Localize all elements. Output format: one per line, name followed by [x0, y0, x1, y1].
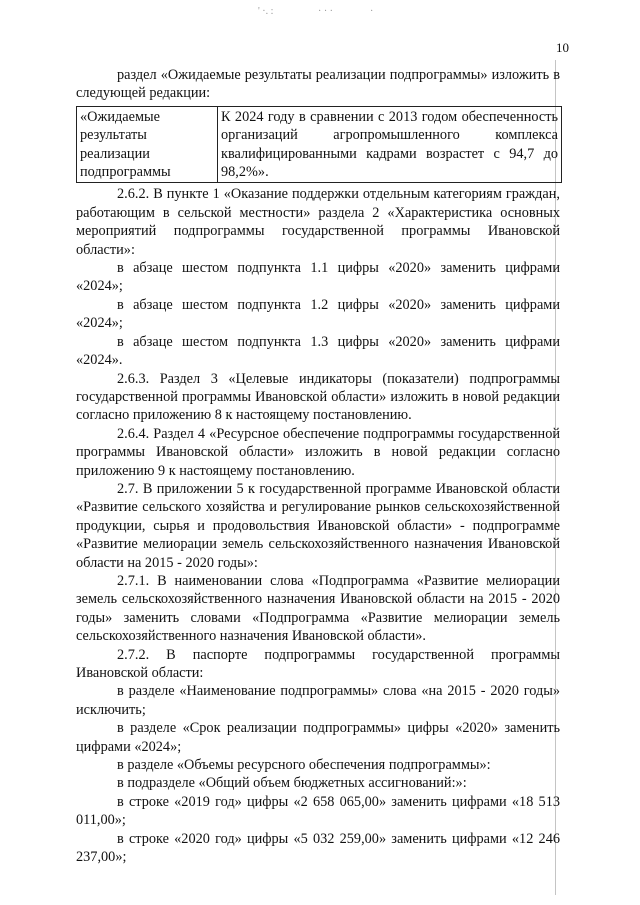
paragraph: в строке «2020 год» цифры «5 032 259,00» заменить цифрами «12 246 237,00»; [76, 830, 560, 866]
scan-artifact-mark: · · · [318, 6, 333, 17]
paragraph: 2.7.1. В наименовании слова «Подпрограмма «Развитие мелиорации земель сельскохозяйственного назначения Ивановской области на 2015 - 2020 годы» заменить словами «Подпрограмма «Развитие мелиорации земель сельскохозяйственного назначения Ивановской области». [76, 572, 560, 645]
page-number: 10 [556, 40, 569, 55]
paragraph: 2.6.4. Раздел 4 «Ресурсное обеспечение подпрограммы государственной программы Ивановской области» изложить в новой редакции согласно приложению 9 к настоящему постановлению. [76, 425, 560, 479]
paragraph: в строке «2019 год» цифры «2 658 065,00» заменить цифрами «18 513 011,00»; [76, 793, 560, 829]
paragraph: в абзаце шестом подпункта 1.1 цифры «2020» заменить цифрами «2024»; [76, 260, 560, 295]
intro-paragraph: раздел «Ожидаемые результаты реализации подпрограммы» изложить в следующей редакции: [76, 67, 560, 102]
paragraph: в разделе «Наименование подпрограммы» слова «на 2015 - 2020 годы» исключить; [76, 683, 560, 718]
scan-artifact-mark: ' ·. : [258, 6, 274, 17]
paragraph: в абзаце шестом подпункта 1.2 цифры «2020» заменить цифрами «2024»; [76, 296, 560, 332]
expected-results-table [76, 106, 562, 184]
paragraph: в разделе «Срок реализации подпрограммы» цифры «2020» заменить цифрами «2024»; [76, 720, 560, 755]
paragraph: в абзаце шестом подпункта 1.3 цифры «2020» заменить цифрами «2024». [76, 333, 560, 369]
scan-artifact-mark: · [370, 6, 374, 17]
table-row [77, 106, 562, 183]
paragraph: 2.6.2. В пункте 1 «Оказание поддержки отдельным категориям граждан, работающим в сельской местности» раздела 2 «Характеристика основных мероприятий подпрограммы государственной программы Ивановской области»: [76, 186, 560, 258]
document-body [76, 66, 560, 866]
table-label-cell: «Ожидаемые результаты реализации подпрограммы [77, 106, 218, 183]
paragraph: 2.7.2. В паспорте подпрограммы государственной программы Ивановской области: [76, 646, 560, 681]
paragraph: в подразделе «Общий объем бюджетных ассигнований:»: [117, 775, 467, 792]
paragraph: 2.7. В приложении 5 к государственной программе Ивановской области «Развитие сельского хозяйства и регулирование рынков сельскохозяйственной продукции, сырья и продовольствия Ивановской области» - подпрограмме «Развитие мелиорации земель сельскохозяйственного назначения Ивановской области на 2015 - 2020 годы»: [76, 480, 560, 571]
paragraph: в разделе «Объемы ресурсного обеспечения подпрограммы»: [117, 757, 491, 774]
table-value-cell: К 2024 году в сравнении с 2013 годом обеспеченность организаций агропромышленного комплекса квалифицированными кадрами возрастет с 94,7 до 98,2%». [218, 106, 562, 183]
paragraph: 2.6.3. Раздел 3 «Целевые индикаторы (показатели) подпрограммы государственной программы Ивановской области» изложить в новой редакции согласно приложению 8 к настоящему постановлению. [76, 370, 560, 424]
